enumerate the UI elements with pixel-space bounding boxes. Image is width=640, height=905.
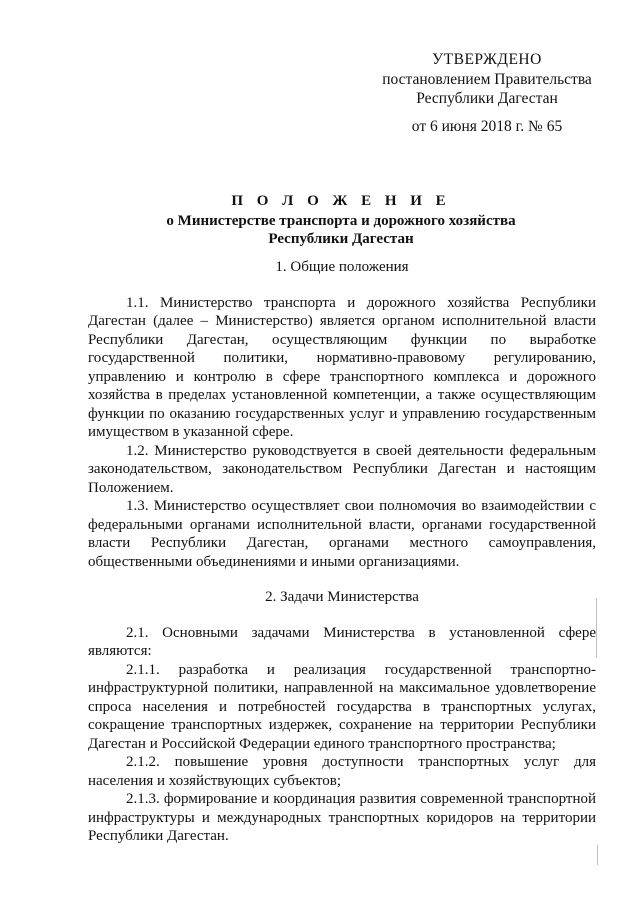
paragraph-2-1-2: 2.1.2. повышение уровня доступности транспортных услуг для населения и хозяйствующих субъектов; (88, 754, 596, 789)
section-2-title: 2. Задачи Министерства (265, 589, 419, 605)
approval-line-1: постановлением Правительства (382, 70, 592, 88)
document-title-line-1: о Министерстве транспорта и дорожного хозяйства (166, 213, 516, 229)
paragraph-1-2: 1.2. Министерство руководствуется в своей деятельности федеральным законодательством, законодательством Республики Дагестан и настоящим Положением. (88, 442, 596, 496)
document-type: П О Л О Ж Е Н И Е (231, 193, 451, 209)
approval-title: УТВЕРЖДЕНО (432, 51, 542, 68)
document-heading (88, 192, 594, 248)
paragraph-1-1: 1.1. Министерство транспорта и дорожного хозяйства Республики Дагестан (далее – Министерство) является органом исполнительной власти Республики Дагестан, осуществляющим функции по выработке государственной политики, нормативно-правовому регулированию, управлению и контролю в сфере транспортного комплекса и дорожного хозяйства в пределах установленной компетенции, а также осуществляющим функции по оказанию государственных услуг и управлению государственным имуществом в указанной сфере. (88, 294, 596, 440)
approval-line-2: Республики Дагестан (416, 90, 558, 107)
scan-artifact-line (597, 845, 598, 865)
document-body (88, 258, 596, 846)
paragraph-2-1: 2.1. Основными задачами Министерства в установленной сфере являются: (88, 624, 596, 659)
approval-date: от 6 июня 2018 г. № 65 (411, 117, 563, 135)
paragraph-2-1-3: 2.1.3. формирование и координация развития современной транспортной инфраструктуры и международных транспортных коридоров на территории Республики Дагестан. (88, 791, 596, 844)
document-title-line-2: Республики Дагестан (268, 231, 414, 247)
scan-artifact-line (596, 598, 597, 658)
approval-block (372, 50, 602, 136)
paragraph-2-1-1: 2.1.1. разработка и реализация государственной транспортно-инфраструктурной политики, направленной на максимальное удовлетворение спроса населения и потребностей государства в транспортных услугах, сокращение транспортных издержек, сохранение на территории Республики Дагестан и Российской Федерации единого транспортного пространства; (88, 661, 596, 752)
paragraph-1-3: 1.3. Министерство осуществляет свои полномочия во взаимодействии с федеральными органами исполнительной власти, органами государственной власти Республики Дагестан, органами местного самоуправления, общественными объединениями и иными организациями. (88, 498, 596, 570)
section-1-title: 1. Общие положения (275, 259, 409, 275)
